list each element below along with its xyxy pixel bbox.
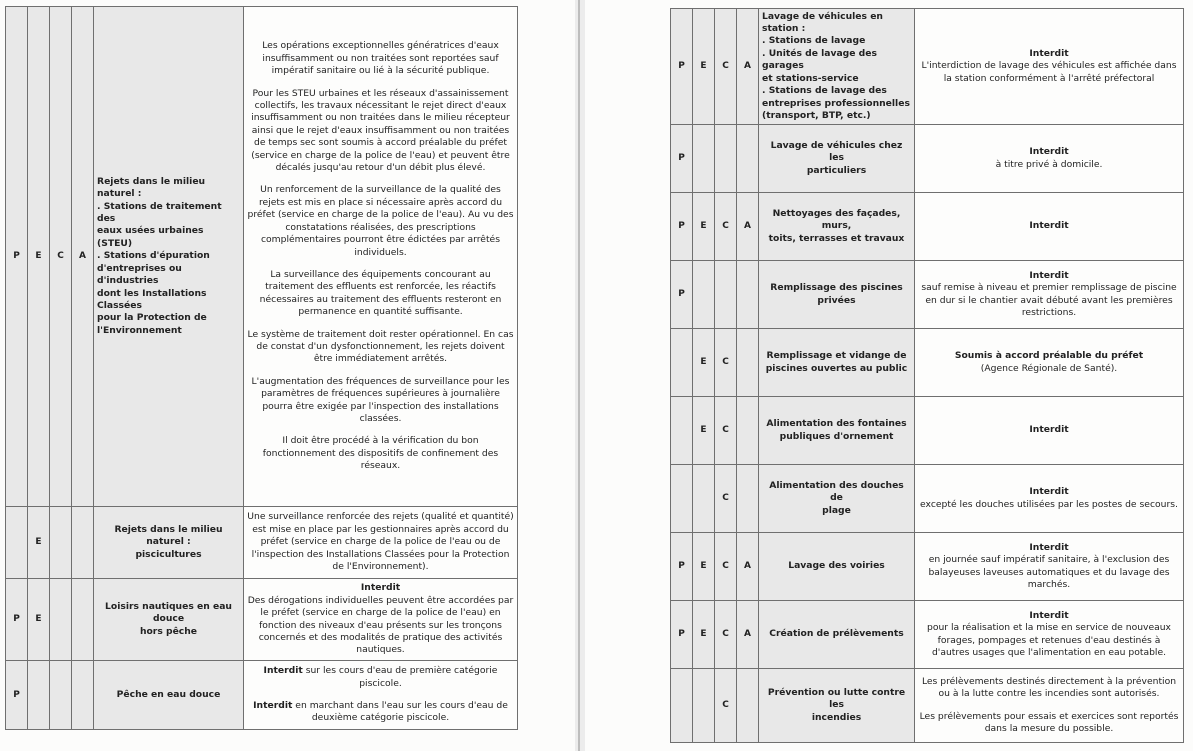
- activity-label: piscicultures: [135, 548, 202, 560]
- activity-label: dont les Installations Classées: [97, 287, 207, 311]
- measure-heading: Interdit: [1029, 269, 1069, 281]
- table-row: [671, 9, 1184, 125]
- measure-cell: [244, 661, 518, 730]
- measure-cell: [915, 125, 1184, 193]
- zone-letter-cell: C: [715, 329, 737, 397]
- activity-label: hors pêche: [139, 625, 198, 637]
- table-row: [671, 261, 1184, 329]
- zone-letter-cell: P: [671, 9, 693, 125]
- measure-cell: [915, 9, 1184, 125]
- activity-label: . Stations de lavage: [762, 35, 866, 47]
- restrictions-table-left: [5, 6, 518, 730]
- activity-label: Alimentation des douches de: [769, 479, 904, 504]
- activity-label: Rejets dans le milieu naturel :: [114, 523, 223, 548]
- activity-label: . Stations de lavage des: [762, 85, 887, 97]
- measure-text: en marchant dans l'eau sur les cours d'eau de deuxième catégorie piscicole.: [292, 700, 508, 724]
- measure-paragraph: en journée sauf impératif sanitaire, à l'exclusion des balayeuses laveuses automatiques et du lavage des marchés.: [928, 554, 1170, 590]
- zone-letter-cell: C: [715, 397, 737, 465]
- measure-heading: Interdit: [1029, 424, 1069, 436]
- zone-letter-cell: P: [6, 661, 28, 730]
- zone-letter-cell: P: [6, 579, 28, 661]
- zone-letter-cell: C: [715, 193, 737, 261]
- measure-cell: [915, 533, 1184, 601]
- table-row: [671, 193, 1184, 261]
- activity-cell: [759, 465, 915, 533]
- zone-letter-cell: E: [693, 397, 715, 465]
- activity-label: incendies: [811, 711, 862, 723]
- measure-paragraph: (Agence Régionale de Santé).: [980, 362, 1118, 374]
- measure-heading: Interdit: [1029, 47, 1069, 59]
- table-row: [671, 601, 1184, 669]
- zone-letter-cell: E: [28, 7, 50, 507]
- measure-cell: [915, 261, 1184, 329]
- activity-label: Lavage de véhicules chez les: [770, 139, 903, 164]
- zone-letter-cell: [737, 465, 759, 533]
- table-row: [671, 669, 1184, 743]
- zone-letter-cell: [671, 329, 693, 397]
- activity-label: publiques d'ornement: [779, 430, 894, 442]
- zone-letter-cell: C: [715, 9, 737, 125]
- activity-label: pour la Protection de: [97, 312, 207, 324]
- zone-letter-cell: P: [671, 533, 693, 601]
- zone-letter-cell: [28, 661, 50, 730]
- activity-label: d'entreprises ou d'industries: [97, 262, 182, 287]
- zone-letter-cell: C: [50, 7, 72, 507]
- table-row: [6, 661, 518, 730]
- activity-cell: [94, 661, 244, 730]
- zone-letter-cell: [671, 465, 693, 533]
- measure-cell: [244, 579, 518, 661]
- measure-bold-text: Interdit: [253, 700, 293, 711]
- zone-letter-cell: C: [715, 669, 737, 743]
- activity-label: Création de prélèvements: [769, 628, 904, 640]
- measure-paragraph: Les opérations exceptionnelles génératrices d'eaux insuffisamment ou non traitées sont reportées sauf impératif sanitaire ou lié à la sécurité publique.: [262, 40, 499, 77]
- zone-letter-cell: [737, 125, 759, 193]
- zone-letter-cell: [737, 397, 759, 465]
- zone-letter-cell: [6, 507, 28, 579]
- activity-label: Lavage des voiries: [788, 560, 885, 572]
- activity-label: particuliers: [806, 164, 867, 176]
- table-row: [671, 533, 1184, 601]
- zone-letter-cell: [50, 507, 72, 579]
- activity-cell: [759, 125, 915, 193]
- zone-letter-cell: [72, 507, 94, 579]
- zone-letter-cell: [715, 125, 737, 193]
- zone-letter-cell: E: [693, 193, 715, 261]
- activity-label: privées: [817, 294, 856, 306]
- measure-paragraph: à titre privé à domicile.: [995, 158, 1103, 170]
- zone-letter-cell: A: [72, 7, 94, 507]
- measure-heading: Interdit: [360, 582, 401, 594]
- activity-cell: [94, 579, 244, 661]
- measure-paragraph: Il doit être procédé à la vérification du bon fonctionnement des dispositifs de confinement des réseaux.: [262, 435, 499, 472]
- measure-paragraph: sauf remise à niveau et premier remplissage de piscine en dur si le chantier avait débuté avant les premières restrictions.: [921, 282, 1177, 318]
- zone-letter-cell: C: [715, 601, 737, 669]
- page-divider: [578, 0, 580, 751]
- zone-letter-cell: [737, 261, 759, 329]
- zone-letter-cell: [671, 397, 693, 465]
- measure-cell: [915, 465, 1184, 533]
- table-row: [671, 125, 1184, 193]
- measure-paragraph: Un renforcement de la surveillance de la qualité des rejets est mis en place si nécessaire après accord du préfet (service en charge de la police de l'eau). Au vu des constatations réalisées, des prescriptions complémentaires pourront être édictées par arrêtés individuels.: [247, 184, 514, 258]
- zone-letter-cell: P: [671, 261, 693, 329]
- activity-cell: [759, 533, 915, 601]
- measure-heading: Interdit: [1029, 146, 1069, 158]
- measure-cell: [915, 329, 1184, 397]
- zone-letter-cell: P: [671, 125, 693, 193]
- activity-label: Prévention ou lutte contre les: [767, 686, 906, 711]
- activity-label: entreprises professionnelles: [762, 97, 910, 109]
- zone-letter-cell: [50, 579, 72, 661]
- activity-cell: [759, 261, 915, 329]
- table-row: [6, 579, 518, 661]
- zone-letter-cell: A: [737, 9, 759, 125]
- activity-label: l'Environnement: [97, 324, 182, 336]
- activity-label: Lavage de véhicules en: [762, 10, 883, 22]
- measure-paragraph: Des dérogations individuelles peuvent être accordées par le préfet (service en charge de la police de l'eau) en fonction des niveaux d'eau présents sur les tronçons concernés et des modalités de pratique des activités nautiques.: [247, 594, 514, 656]
- measure-paragraph: pour la réalisation et la mise en service de nouveaux forages, pompages et retenues d'eau destinés à d'autres usages que l'alimentation en eau potable.: [927, 622, 1171, 658]
- activity-label: Loisirs nautiques en eau douce: [105, 600, 232, 625]
- zone-letter-cell: [693, 125, 715, 193]
- zone-letter-cell: [693, 261, 715, 329]
- activity-label: station :: [762, 23, 806, 35]
- zone-letter-cell: [72, 579, 94, 661]
- measure-paragraph: [247, 665, 514, 690]
- activity-cell: [94, 7, 244, 507]
- measure-paragraph: Les prélèvements destinés directement à la prévention ou à la lutte contre les incendies sont autorisés.: [921, 675, 1177, 700]
- zone-letter-cell: [737, 669, 759, 743]
- activity-label: (transport, BTP, etc.): [762, 109, 871, 121]
- measure-paragraph: L'interdiction de lavage des véhicules est affichée dans la station conformément à l'arrêté préfectoral: [921, 60, 1177, 84]
- measure-paragraph: La surveillance des équipements concourant au traitement des effluents est renforcée, les réactifs nécessaires au traitement des effluents resteront en permanence en quantité suffisante.: [259, 268, 502, 318]
- table-row: [671, 397, 1184, 465]
- zone-letter-cell: [715, 261, 737, 329]
- table-row: [6, 507, 518, 579]
- zone-letter-cell: [50, 661, 72, 730]
- measure-text: sur les cours d'eau de première catégorie piscicole.: [302, 665, 498, 689]
- activity-label: toits, terrasses et travaux: [768, 232, 905, 244]
- zone-letter-cell: E: [693, 533, 715, 601]
- measure-paragraph: L'augmentation des fréquences de surveillance pour les paramètres de fréquences supérieures à journalière pourra être exigée par l'inspection des installations classées.: [251, 375, 510, 424]
- table-row: [671, 329, 1184, 397]
- measure-heading: Interdit: [1029, 486, 1069, 498]
- measure-heading: Interdit: [1029, 609, 1069, 621]
- zone-letter-cell: E: [693, 9, 715, 125]
- zone-letter-cell: [671, 669, 693, 743]
- activity-label: Remplissage des piscines: [770, 282, 903, 294]
- zone-letter-cell: A: [737, 601, 759, 669]
- measure-paragraph: Le système de traitement doit rester opérationnel. En cas de constat d'un dysfonctionnement, les rejets doivent être immédiatement arrêtés.: [247, 328, 514, 365]
- zone-letter-cell: [72, 661, 94, 730]
- zone-letter-cell: E: [28, 579, 50, 661]
- zone-letter-cell: P: [6, 7, 28, 507]
- zone-letter-cell: P: [671, 601, 693, 669]
- activity-label: Rejets dans le milieu naturel :: [97, 175, 206, 200]
- table-row: [6, 7, 518, 507]
- activity-label: . Stations d'épuration: [97, 250, 210, 262]
- zone-letter-cell: [693, 669, 715, 743]
- measure-paragraph: [247, 700, 514, 725]
- measure-heading: Soumis à accord préalable du préfet: [954, 350, 1144, 362]
- zone-letter-cell: C: [715, 533, 737, 601]
- activity-cell: [759, 193, 915, 261]
- zone-letter-cell: E: [693, 601, 715, 669]
- activity-label: Alimentation des fontaines: [766, 418, 907, 430]
- activity-label: Pêche en eau douce: [116, 688, 221, 700]
- measure-cell: [244, 7, 518, 507]
- activity-cell: [759, 397, 915, 465]
- activity-label: plage: [822, 504, 851, 516]
- measure-cell: [915, 601, 1184, 669]
- activity-cell: [759, 329, 915, 397]
- activity-label: . Stations de traitement des: [97, 200, 222, 225]
- measure-cell: [915, 397, 1184, 465]
- zone-letter-cell: [737, 329, 759, 397]
- table-row: [671, 465, 1184, 533]
- zone-letter-cell: A: [737, 533, 759, 601]
- zone-letter-cell: [693, 465, 715, 533]
- activity-label: eaux usées urbaines (STEU): [97, 225, 204, 249]
- measure-paragraph: Les prélèvements pour essais et exercices sont reportés dans la mesure du possible.: [919, 710, 1179, 734]
- activity-label: et stations-service: [762, 72, 859, 84]
- restrictions-table-right: [670, 8, 1184, 743]
- activity-cell: [759, 601, 915, 669]
- measure-paragraph: Une surveillance renforcée des rejets (qualité et quantité) est mise en place par les gestionnaires après accord du préfet (service en charge de la police de l'eau ou de l'inspection des Installations Classées pour la Protection de l'Environnement).: [247, 511, 514, 573]
- activity-label: Nettoyages des façades, murs,: [772, 207, 901, 232]
- measure-bold-text: Interdit: [263, 665, 303, 677]
- left-page: [0, 0, 575, 751]
- zone-letter-cell: E: [693, 329, 715, 397]
- activity-cell: [759, 669, 915, 743]
- measure-paragraph: excepté les douches utilisées par les postes de secours.: [920, 498, 1178, 510]
- zone-letter-cell: E: [28, 507, 50, 579]
- measure-cell: [915, 193, 1184, 261]
- measure-heading: Interdit: [1029, 220, 1069, 232]
- zone-letter-cell: C: [715, 465, 737, 533]
- measure-paragraph: Pour les STEU urbaines et les réseaux d'assainissement collectifs, les travaux nécessitant le rejet direct d'eaux insuffisamment ou non traitées dans le milieu récepteur ainsi que le rejet d'eaux insuffisamment ou non traitées de temps sec sont soumis à accord préalable du préfet (service en charge de la police de l'eau) et peuvent être décalés jusqu'au retour d'un débit plus élevé.: [251, 87, 510, 174]
- right-page: [585, 0, 1193, 751]
- measure-heading: Interdit: [1029, 541, 1069, 553]
- zone-letter-cell: P: [671, 193, 693, 261]
- activity-label: piscines ouvertes au public: [765, 362, 908, 374]
- measure-cell: [244, 507, 518, 579]
- activity-label: Remplissage et vidange de: [766, 350, 907, 362]
- measure-cell: [915, 669, 1184, 743]
- activity-cell: [94, 507, 244, 579]
- zone-letter-cell: A: [737, 193, 759, 261]
- activity-label: . Unités de lavage des garages: [762, 47, 877, 72]
- activity-cell: [759, 9, 915, 125]
